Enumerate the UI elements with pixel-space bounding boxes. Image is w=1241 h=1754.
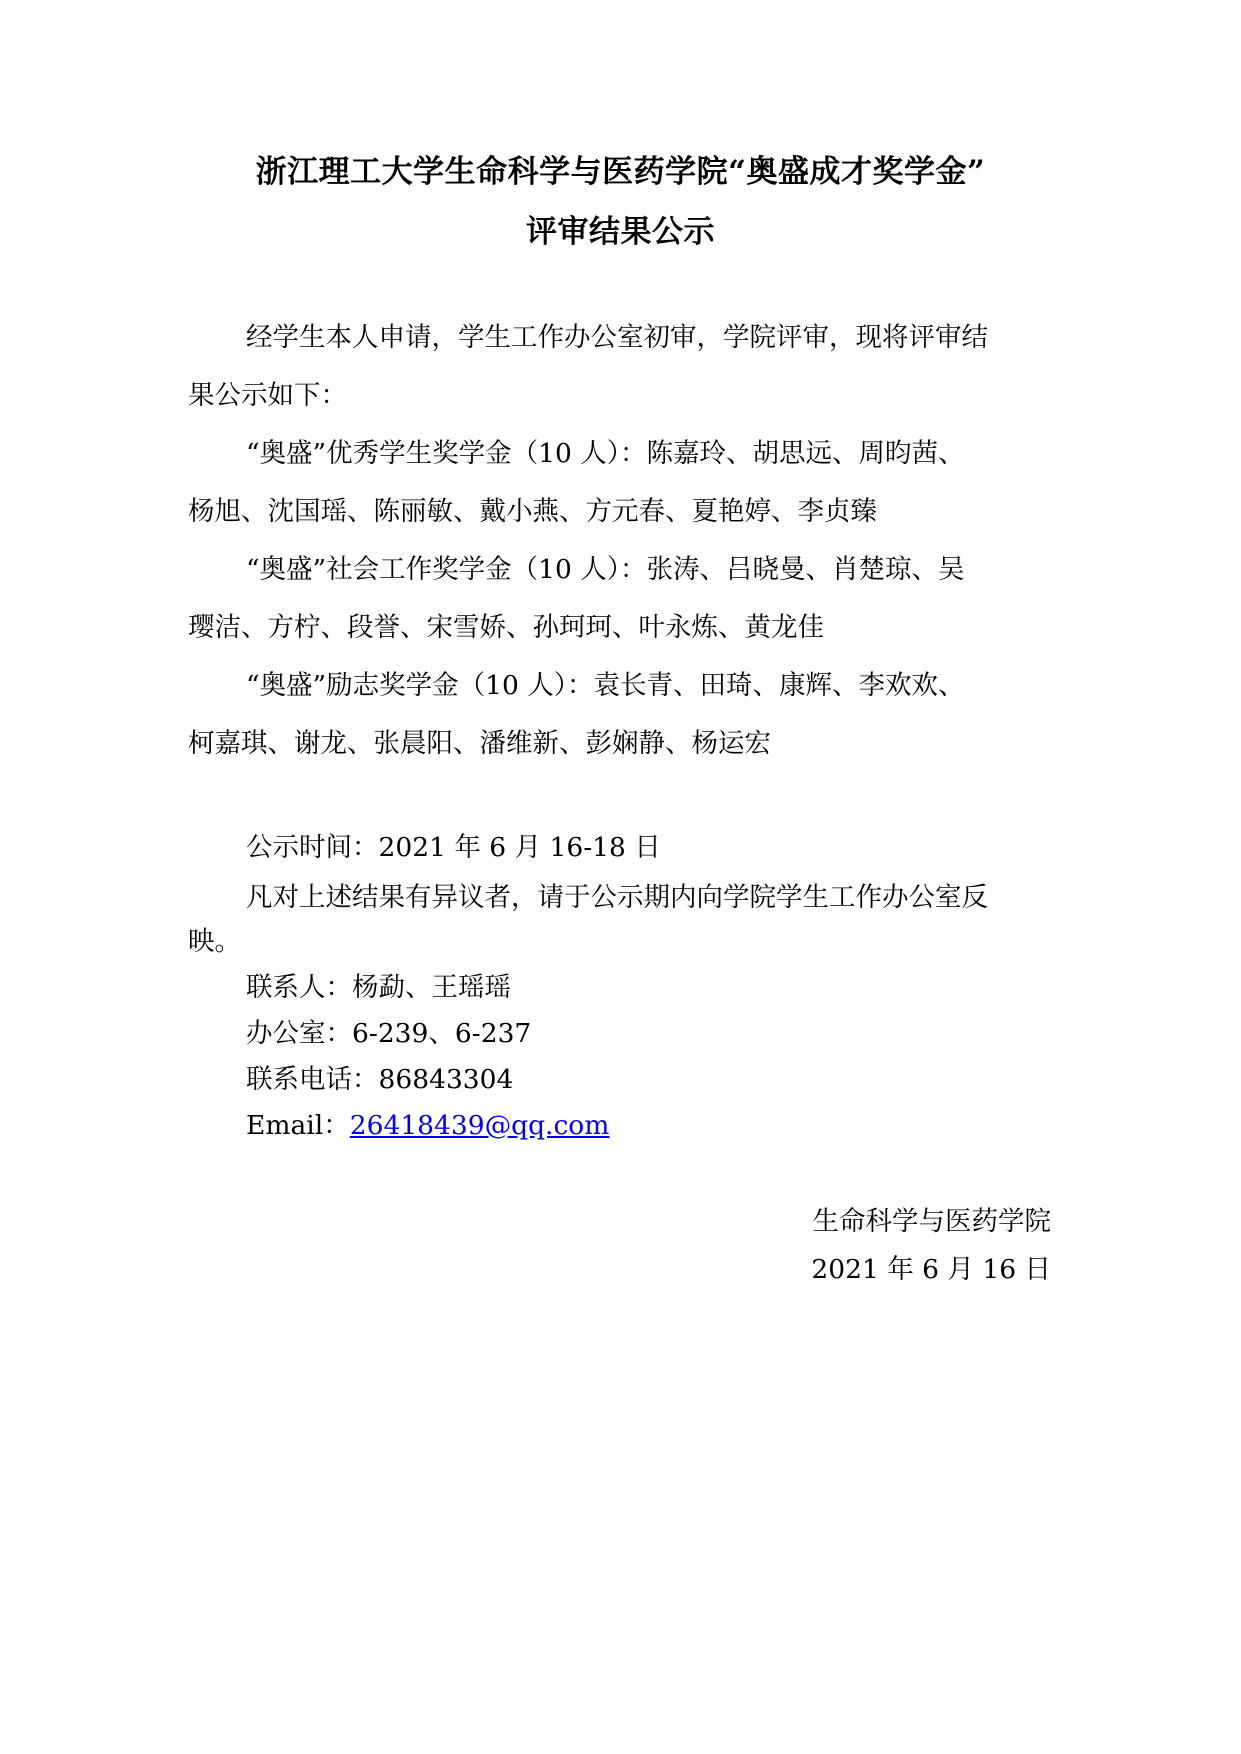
notice-phone: 联系电话：86843304: [246, 1064, 514, 1095]
title-line-1: 浙江理工大学生命科学与医药学院“奥盛成才奖学金”: [255, 154, 986, 190]
email-link[interactable]: 26418439@qq.com: [349, 1110, 610, 1141]
title-line-2: 评审结果公示: [526, 214, 715, 250]
award-social-line-1: “奥盛”社会工作奖学金（10 人）：张涛、吕晓曼、肖楚琼、吴: [246, 554, 965, 585]
email-label: Email：: [246, 1110, 350, 1141]
notice-objection-line-2: 映。: [188, 926, 241, 957]
notice-office: 办公室：6-239、6-237: [246, 1018, 532, 1049]
intro-line-1: 经学生本人申请，学生工作办公室初审，学院评审，现将评审结: [246, 322, 988, 353]
award-excellent-line-2: 杨旭、沈国瑶、陈丽敏、戴小燕、方元春、夏艳婷、李贞臻: [188, 496, 877, 527]
award-social-line-2: 璎洁、方柠、段誉、宋雪娇、孙珂珂、叶永炼、黄龙佳: [188, 612, 824, 643]
notice-period: 公示时间：2021 年 6 月 16-18 日: [246, 832, 661, 863]
signature-org: 生命科学与医药学院: [812, 1206, 1051, 1237]
notice-objection-line-1: 凡对上述结果有异议者，请于公示期内向学院学生工作办公室反: [246, 882, 988, 913]
intro-line-2: 果公示如下：: [188, 380, 347, 411]
notice-email: [246, 1106, 1126, 1146]
award-excellent-line-1: “奥盛”优秀学生奖学金（10 人）：陈嘉玲、胡思远、周昀茜、: [246, 438, 965, 469]
award-inspiration-line-1: “奥盛”励志奖学金（10 人）：袁长青、田琦、康辉、李欢欢、: [246, 670, 965, 701]
signature-date: 2021 年 6 月 16 日: [811, 1254, 1051, 1285]
award-inspiration-line-2: 柯嘉琪、谢龙、张晨阳、潘维新、彭娴静、杨运宏: [188, 728, 771, 759]
notice-contact: 联系人：杨勐、王瑶瑶: [246, 972, 511, 1003]
